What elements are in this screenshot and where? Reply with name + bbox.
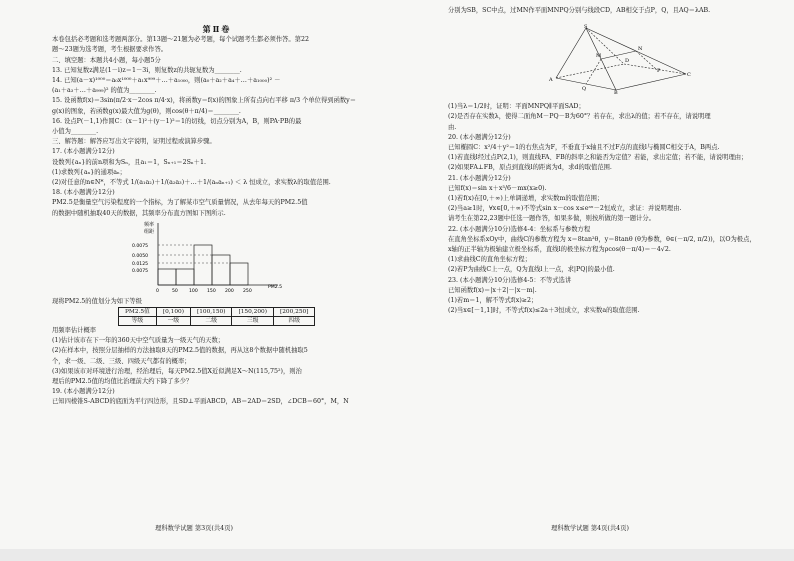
text-line: (2)如果FA⊥FB，原点到直线l的距离为d，求d的取值范围. [448, 164, 612, 172]
table-cell: 三级 [232, 317, 274, 326]
text-line: 已知函数f(x)＝|x＋2|－|x－m|. [448, 286, 537, 294]
bar [212, 255, 230, 285]
table-row [119, 308, 315, 317]
bar [230, 263, 248, 285]
text-line: (1)若m＝1，解不等式f(x)≥2； [448, 297, 538, 305]
text-line: (a₁＋a₃＋…＋a₉₉₉)² 的值为________. [52, 87, 157, 95]
left-text-block [52, 35, 382, 219]
text-line: (1)估计该市在下一年的360天中空气质量为一级天气的天数； [52, 337, 225, 345]
text-line: (2)当a≥1时，∀x∈[0,＋∞)不等式sin x－cos x≤eᵃˣ－2恒成立，求证：并说明理由. [448, 205, 682, 213]
x-tick: 50 [172, 288, 178, 294]
scan-bottom-band [0, 549, 794, 561]
text-line: (2)在样本中，按照分层抽样的方法抽取8天的PM2.5值的数据，再从这8个数据中随机抽取5 [52, 347, 308, 355]
text-line: 21. (本小题满分12分) [448, 174, 511, 182]
page-footer: 理科数学试题 第4页(共4页) [551, 525, 629, 532]
text-line: 17. (本小题满分12分) [52, 148, 115, 156]
text-line: 18. (本小题满分12分) [52, 189, 115, 197]
figure-label: N [638, 46, 643, 53]
text-line: 22. (本小题满分10分)选修4-4：坐标系与参数方程 [448, 225, 591, 233]
text-line: 请考生在第22,23题中任选一题作答，如果多做，则按所做的第一题计分。 [448, 215, 655, 223]
table-cell: [200,250] [273, 308, 315, 317]
figure-label: B [614, 90, 618, 95]
right-column [448, 6, 772, 316]
text-line: 题～23题为选考题，考生根据要求作答。 [52, 46, 168, 54]
table-cell: 一级 [156, 317, 190, 326]
x-tick: 250 [243, 288, 252, 294]
table-cell: [150,200) [232, 308, 274, 317]
figure-label: D [625, 58, 630, 65]
figure-label: P [657, 68, 661, 75]
x-tick: 200 [225, 288, 234, 294]
text-line: 理后的PM2.5值的均值比治理前大约下降了多少？ [52, 378, 193, 386]
table-cell: [100,150) [190, 308, 232, 317]
left-page [0, 6, 388, 546]
x-tick: 100 [189, 288, 198, 294]
y-tick: 0.0075 [132, 243, 149, 249]
text-line: 由. [448, 123, 457, 131]
text-line: 本卷包括必考题和选考题两部分。第13题～21题为必考题，每个试题考生都必须作答。第22 [52, 36, 310, 44]
text-line: (1)若直线l经过点P(2,1)，则直线FA、FB的斜率之和能否为定值？若能，求出定值；若不能，请说明理由； [448, 154, 748, 162]
text-line: (2)若P为曲线C上一点，Q为直线l上一点，求|PQ|的最小值. [448, 266, 615, 274]
text-line: 个，求一级、二级、三级、四级天气都有的概率； [52, 357, 191, 365]
x-tick: 150 [207, 288, 216, 294]
figure-label: M [596, 53, 602, 60]
table-cell: PM2.5值 [119, 308, 157, 317]
text-line: x轴的正半轴为极轴建立极坐标系，直线l的极坐标方程为ρcos(θ－π/4)＝－4√2. [448, 246, 671, 254]
text-line: (1)求数列{aₙ}的通项aₙ； [52, 168, 126, 176]
table-cell: [0,100) [156, 308, 190, 317]
text-line: 15. 设函数f(x)＝3sin(π/2·x－2cos π/4·x)，将函数y＝f(x)的图象上所有点向右平移 π/3 个单位得到函数y＝ [52, 97, 357, 105]
y-label-bottom: 组距 [144, 228, 155, 235]
text-line: (2)是否存在实数λ，使得二面角M－PQ－B为60°？若存在，求出λ的值；若不存在，请说明理 [448, 113, 711, 121]
figure-label: S [584, 24, 588, 31]
text-line: 的数据中随机抽取40天的数据，其频率分布直方图如下图所示. [52, 209, 226, 217]
x-axis-label: PM2.5 [268, 284, 283, 290]
y-tick: 0.0125 [132, 261, 149, 267]
text-line: (2)对任意的n∈N*，不等式 1/(a₁a₂)＋1/(a₂a₃)＋…＋1/(aₙaₙ₊₁) ＜ λ 恒成立，求实数λ的取值范围. [52, 179, 331, 187]
bar [176, 269, 194, 285]
left-column [52, 24, 382, 408]
text-line: (2)当x∈[－1,1]时，不等式f(x)≤2a＋3恒成立，求实数a的取值范围. [448, 307, 640, 315]
right-text-block [448, 102, 772, 316]
text-line: 13. 已知复数z满足(1－i)z＝1－3i，则复数z的共轭复数为________. [52, 66, 242, 74]
frequency-histogram [118, 219, 318, 297]
text-line: 20. (本小题满分12分) [448, 133, 511, 141]
page-footer: 理科数学试题 第3页(共4页) [155, 525, 233, 532]
right-page [396, 6, 784, 546]
text-line: (3)如果该市对环境进行治理，经治理后，每天PM2.5值X近似满足X～N(115,75²)，则治 [52, 367, 302, 375]
text-line: (1)若f(x)在[0,＋∞)上单调递增，求实数m的取值范围； [448, 195, 604, 203]
y-tick: 0.0075 [132, 268, 149, 274]
text-line: 用频率估计概率 [52, 327, 97, 335]
figure-label: Q [582, 86, 587, 93]
text-line: 三、解答题：解答应写出文字说明，证明过程或演算步骤。 [52, 138, 216, 146]
text-line: 分别为SB，SC中点，过MN作平面MNPQ分别与线段CD，AB相交于点P，Q，且AQ＝λAB. [448, 7, 711, 14]
text-line: 在直角坐标系xOy中，曲线C的参数方程为 x＝8tan²θ，y＝8tanθ (θ为参数，θ∈(－π/2, π/2))，以O为极点， [448, 235, 756, 243]
left-text-block-2 [52, 326, 382, 408]
x-tick: 0 [156, 288, 159, 294]
text-line: (1)当λ＝1/2时，证明：平面MNPQ∥平面SAD； [448, 103, 585, 111]
table-cell: 四级 [273, 317, 315, 326]
figure-area [448, 16, 772, 102]
text-line: 小值为________. [52, 128, 99, 136]
text-line: 19. (本小题满分12分) [52, 388, 115, 396]
grade-intro: 现将PM2.5的值划分为如下等级 [52, 297, 142, 305]
text-line: 已知四棱锥S-ABCD的底面为平行四边形，且SD⊥平面ABCD，AB＝2AD＝2SD，∠DCB＝60°，M，N [52, 398, 349, 406]
bar [194, 245, 212, 285]
figure-label: C [687, 72, 691, 79]
y-tick: 0.0050 [132, 253, 149, 259]
text-line: 已知f(x)＝sin x＋x³/6－mx(x≥0). [448, 184, 547, 192]
figure-label: A [549, 77, 553, 84]
histogram-svg [118, 219, 318, 297]
text-line: g(x)的图象，若函数g(x)最大值为g(θ)，则cos(θ＋π/4)＝________. [52, 107, 241, 115]
text-line: 二、填空题：本题共4小题，每小题5分 [52, 56, 161, 64]
text-line: 已知椭圆C：x²/4＋y²＝1的右焦点为F，不垂直于x轴且不过F点的直线l与椭圆C相交于A，B两点. [448, 144, 720, 152]
bar [158, 269, 176, 285]
table-row [119, 317, 315, 326]
text-line: 16. 设点P(－1,1)作圆C：(x－1)²＋(y－1)²＝1的切线，切点分别为A，B，则PA·PB的最 [52, 117, 302, 125]
text-line: 14. 已知(a－x)¹⁰⁰⁰＝a₀x¹⁰⁰⁰＋a₁x⁹⁹⁹＋…＋a₁₀₀₀，则(a₀＋a₂＋a₄＋…＋a₁₀₀₀)² － [52, 77, 281, 85]
text-line: PM2.5是衡量空气污染程度的一个指标，为了解某市空气质量情况，从去年每天的PM2.5值 [52, 199, 308, 207]
text-line: 设数列{aₙ}的前n项和为Sₙ，且a₁＝1，Sₙ₊₁＝2Sₙ＋1. [52, 158, 206, 166]
table-cell: 二级 [190, 317, 232, 326]
text-line: 23. (本小题满分10分)选修4-5：不等式选讲 [448, 276, 572, 284]
section-heading: 第Ⅱ卷 [202, 24, 232, 34]
text-line: (1)求曲线C的直角坐标方程； [448, 256, 532, 264]
pyramid-figure [546, 24, 696, 94]
y-label-top: 频率 [144, 221, 155, 228]
table-cell: 等级 [119, 317, 157, 326]
grade-table [118, 307, 315, 326]
